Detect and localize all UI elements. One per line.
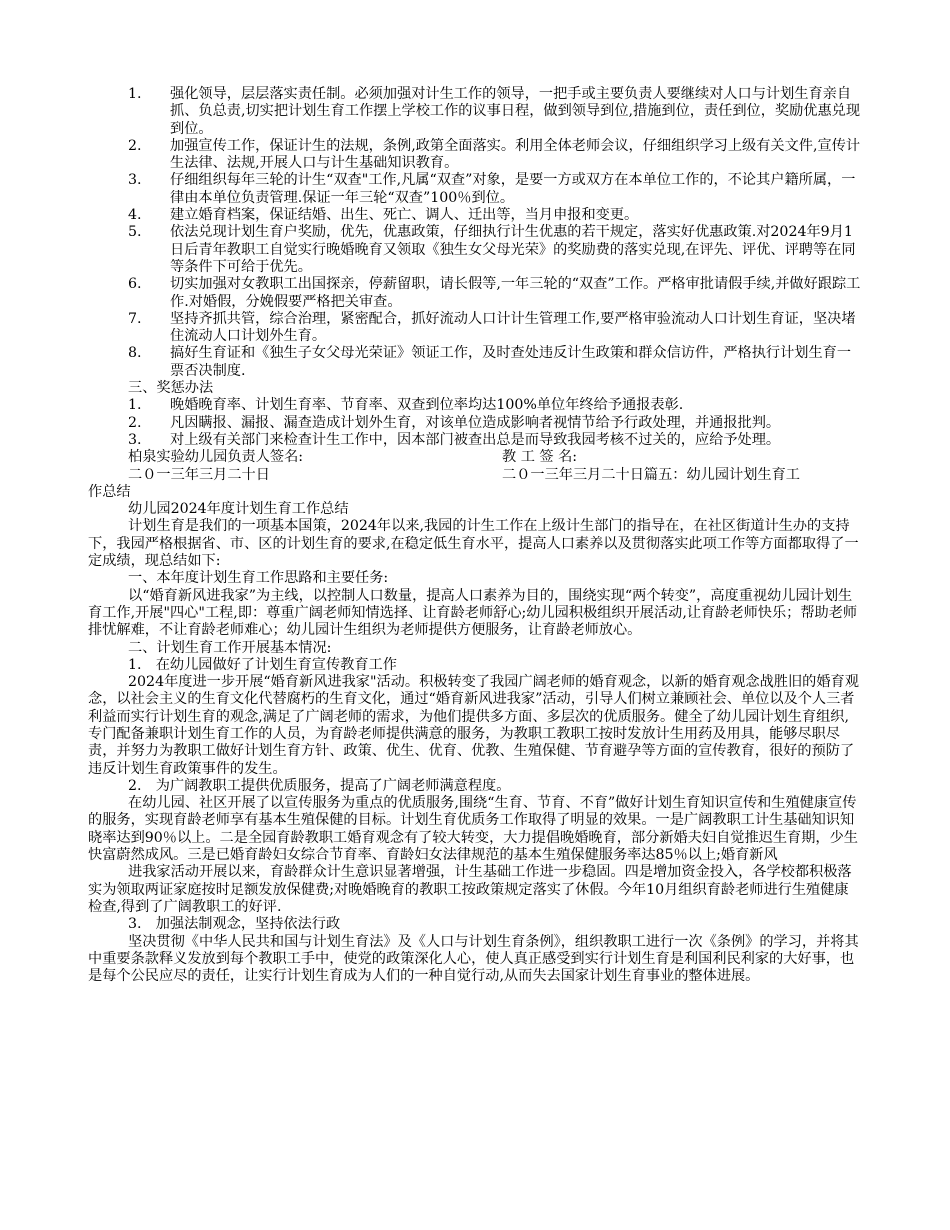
paragraph: 以“婚育新风进我家”为主线，以控制人口数量，提高人口素养为目的，围绕实现“两个转变”，高度重视幼儿园计划生育工作,开展"四心"工程,即：尊重广阔老师知情选择、让育龄老师舒心;幼儿园积极组织开展活动,让育龄老师快乐；帮助老师排忧解难，不让育龄老师难心；幼儿园计生组织为老师提供方便服务，让育龄老师放心。 (88, 587, 858, 639)
list-item: 2. 加强宣传工作，保证计生的法规，条例,政第全面落实。利用全体老师会议，仔细组织学习上级有关文件,宣传计生法律、法规,开展人口与计生基础知识教育。 (128, 137, 861, 172)
list-item: 8. 搞好生育证和《独生子女父母光荣证》领证工作，及时查处违反计生政策和群众信访件，严格执行计划生育一票否决制度. (128, 345, 852, 379)
subsection-heading: 1. 在幼儿园做好了计划生育宣传教育工作 (128, 656, 397, 673)
document-title: 幼儿园2024年度计划生育工作总结 (128, 501, 349, 518)
section-heading: 二、计划生育工作开展基本情况: (128, 639, 332, 656)
paragraph: 2024年度进一步开展“婚育新风进我家"活动。积极转变了我园广阔老师的婚育观念，以新的婚育观念战胜旧的婚育观念，以社会主义的生育文化代替腐朽的生育文化，通过“婚育新风进我家”活动，引导人们树立兼顾社会、单位以及个人三者利益而实行计划生育的观念,满足了广阔老师的需求，为他们提供多方面、多层次的优质服务。健全了幼儿园计划生育组织,专门配备兼职计划生育工作的人员，为育龄老师提供满意的服务，为教职工教职工按时发放计生用药及用具，能够尽职尽责，并努力为教职工做好计划生育方针、政策、优生、优育、优教、生殖保健、节育避孕等方面的宣传教育，很好的预防了违反计划生育政策事件的发生。 (88, 674, 859, 777)
list-item: 3. 仔细组织每年三轮的计生“双查"工作,凡属“双查”对象，是要一方或双方在本单位工作的，不论其户籍所属，一律由本单位负责管理.保证一年三轮“双查”100％到位。 (128, 172, 856, 206)
subsection-heading: 2. 为广阔教职工提供优质服务，提高了广阔老师满意程度。 (128, 777, 511, 794)
date-wrap: 作总结 (88, 483, 131, 500)
list-item: 6. 切实加强对女教职工出国探亲，停薪留职，请长假等,一年三轮的“双查”工作。严格审批请假手续,并做好跟踪工作.对婚假，分娩假要严格把关审查。 (128, 276, 861, 310)
date-left: 二０一三年三月二十日 (128, 466, 270, 483)
list-item: 1. 晚婚晚育率、计划生育率、节育率、双查到位率均达100%单位年终给予通报表彰. (128, 397, 684, 414)
subsection-heading: 3. 加强法制观念，坚持依法行政 (128, 916, 341, 933)
staff-signature-label: 教 工 签 名: (502, 449, 578, 466)
signature-row (88, 449, 862, 466)
paragraph: 在幼儿园、社区开展了以宣传服务为重点的优质服务,围绕“生育、节育、不育”做好计划生育知识宣传和生殖健康宣传的服务，实现育龄老师享有基本生殖保健的目标。计划生育优质务工作取得了明显的效果。一是广阔教职工计生基础知识知晓率达到90％以上。二是全园育龄教职工婚育观念有了较大转变，大力提倡晚婚晚育，部分新婚夫妇自觉推迟生育期，少生快富蔚然成风。三是已婚育龄妇女综合节育率、育龄妇女法律规范的基本生殖保健服务率达85％以上;婚育新风 (88, 795, 858, 864)
list-item: 4. 建立婚育档案，保证结婚、出生、死亡、调人、迁出等，当月申报和变更。 (128, 207, 639, 224)
principal-signature-label: 柏泉实验幼儿园负责人签名: (128, 449, 304, 466)
section-heading: 一、本年度计划生育工作思路和主要任务: (128, 570, 389, 587)
list-item: 2. 凡因瞒报、漏报、漏查造成计划外生育，对该单位造成影响者视情节给予行政处理，并通报批判。 (128, 414, 781, 431)
paragraph: 进我家活动开展以来，育龄群众计生意识显著增强，计生基础工作进一步稳固。四是增加资金投入，各学校都积极落实为领取两证家庭按时足额发放保健费;对晚婚晚育的教职工按政策规定落实了休假。今年10月组织育龄老师进行生殖健康检查,得到了广阔教职工的好评. (88, 864, 852, 915)
date-right: 二０一三年三月二十日篇五：幼儿园计划生育工 (502, 466, 800, 483)
date-row (88, 467, 862, 484)
paragraph: 坚决贯彻《中华人民共和国与计划生育法》及《人口与计划生育条例》，组织教职工进行一次《条例》的学习，并将其中重要条款释义发放到每个教职工手中，使党的政策深化人心，使人真正感受到实行计划生育是利国利民利家的大好事，也是每个公民应尽的责任，让实行计划生育成为人们的一种自觉行动,从而失去国家计划生育事业的整体进展。 (88, 933, 859, 985)
list-item: 5. 依法兑现计划生育户奖励，优先，优惠政策，仔细执行计生优惠的若干规定，落实好优惠政策.对2024年9月1日后青年教职工自觉实行晚婚晚育又领取《独生女父母光荣》的奖励费的落实兑现,在评先、评优、评聘等在同等条件下可给于优先。 (128, 224, 856, 275)
section-heading: 三、奖惩办法 (128, 380, 214, 397)
list-item: 7. 坚持齐抓共管，综合治理，紧密配合，抓好流动人口计计生管理工作,要严格审验流动人口计划生育证，坚决堵住流动人口计划外生育。 (128, 310, 856, 345)
intro-paragraph: 计划生育是我们的一项基本国策，2024年以来,我园的计生工作在上级计生部门的指导在，在社区街道计生办的支持下，我园严格根据省、市、区的计划生育的要求,在稳定低生育水平，提高人口素养以及贯彻落实此项工作等方面都取得了一定成绩，现总结如下: (88, 518, 859, 570)
list-item: 1. 强化领导，层层落实责任制。必须加强对计生工作的领导，一把手或主要负责人要继续对人口与计划生育亲自抓、负总责,切实把计划生育工作摆上学校工作的议事日程，做到领导到位,措施到位，责任到位，奖励优惠兑现到位。 (128, 86, 861, 137)
list-item: 3. 对上级有关部门来检查计生工作中，因本部门被查出总是而导致我园考核不过关的，应给予处理。 (128, 431, 781, 448)
